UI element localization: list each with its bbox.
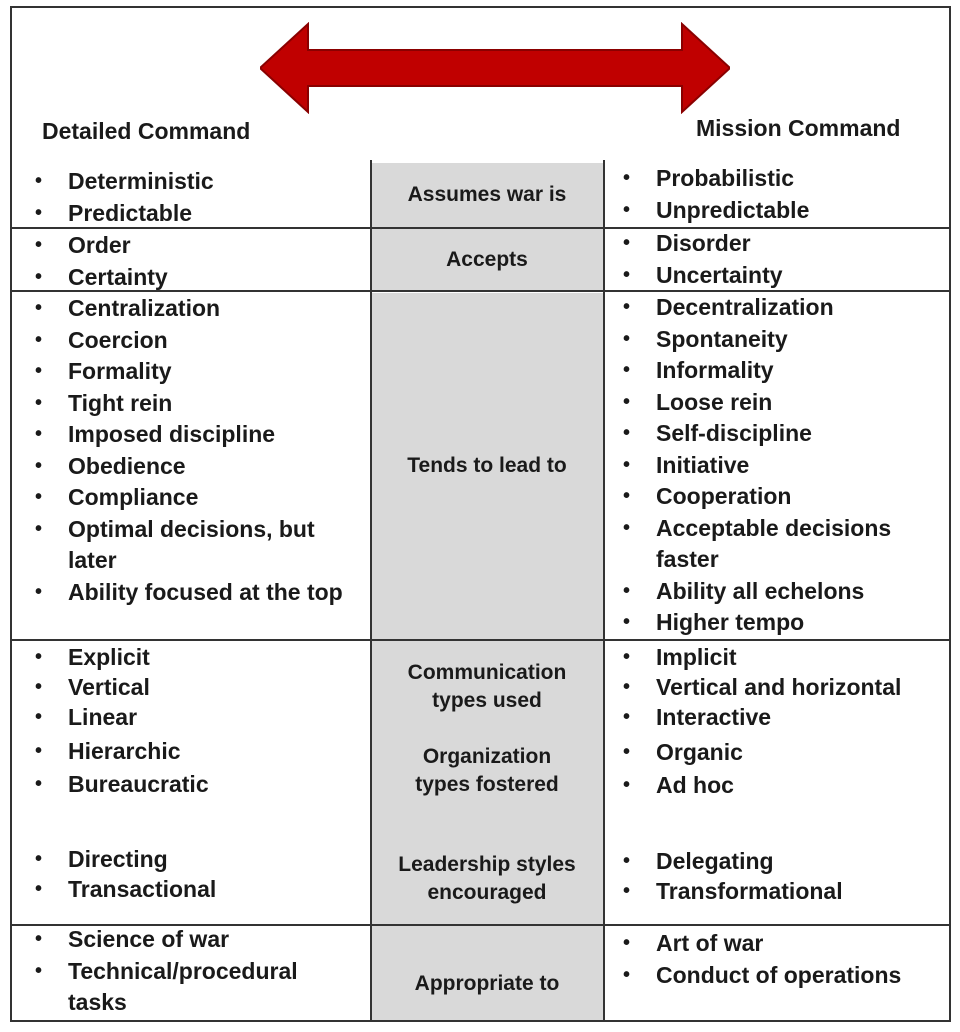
- row-label-assumes: [371, 163, 603, 227]
- mission-command-title: Mission Command: [696, 115, 901, 141]
- list-item: • Unpredictable: [618, 195, 948, 227]
- list-item: • Predictable: [30, 198, 360, 230]
- row-label-text: Assumes war is: [407, 183, 567, 206]
- list-item: • Interactive: [618, 702, 948, 732]
- list-item: • Directing: [30, 844, 360, 874]
- list-item: • Transformational: [618, 876, 948, 906]
- list-item: • Cooperation: [618, 481, 948, 513]
- row-label-accepts: [371, 229, 603, 291]
- row-label-text: Tends to lead to: [407, 454, 567, 477]
- list-item: • Formality: [30, 356, 360, 388]
- list-item: • Decentralization: [618, 292, 948, 324]
- list-item: • Delegating: [618, 846, 948, 876]
- list-item: • Centralization: [30, 293, 360, 325]
- double-arrow-icon: [260, 22, 730, 114]
- list-item: • Conduct of operations: [618, 960, 948, 992]
- list-item: • Linear: [30, 702, 360, 732]
- list-item: • Organic: [618, 737, 948, 767]
- row-label-leadership: Leadership styles encouraged: [398, 853, 576, 904]
- list-right-communication: [618, 642, 948, 906]
- list-item: • Coercion: [30, 325, 360, 357]
- list-item: • Technical/procedural tasks: [30, 956, 358, 1019]
- list-item: • Disorder: [618, 228, 948, 260]
- list-left-communication: [30, 642, 360, 904]
- list-item: • Implicit: [618, 642, 948, 672]
- list-item: • Tight rein: [30, 388, 360, 420]
- list-item: • Deterministic: [30, 166, 360, 198]
- list-item: • Art of war: [618, 928, 948, 960]
- row-label-tends: [371, 293, 603, 639]
- list-item: • Optimal decisions, but later: [30, 514, 360, 577]
- row-label-organization: Organization types fostered: [415, 745, 559, 796]
- list-item: • Vertical and horizontal: [618, 672, 948, 702]
- list-left-tends: [30, 293, 360, 608]
- list-item: • Vertical: [30, 672, 360, 702]
- list-right-accepts: [618, 228, 948, 291]
- list-item: • Ad hoc: [618, 770, 948, 800]
- list-item: • Bureaucratic: [30, 769, 360, 799]
- row-label-text: Accepts: [446, 248, 528, 271]
- list-right-tends: [618, 292, 948, 639]
- list-item: • Science of war: [30, 924, 360, 956]
- row-label-communication: Communication types used: [407, 661, 567, 712]
- row-label-text: Appropriate to: [414, 972, 560, 995]
- list-item: • Informality: [618, 355, 948, 387]
- list-item: • Order: [30, 230, 360, 262]
- list-item: • Initiative: [618, 450, 948, 482]
- list-item: • Obedience: [30, 451, 360, 483]
- list-item: • Probabilistic: [618, 163, 948, 195]
- list-right-appropriate: [618, 928, 948, 991]
- list-right-assumes: [618, 163, 948, 226]
- list-item: • Ability focused at the top: [30, 577, 360, 609]
- list-left-assumes: [30, 166, 360, 229]
- list-item: • Imposed discipline: [30, 419, 360, 451]
- list-item: • Self-discipline: [618, 418, 948, 450]
- list-item: • Explicit: [30, 642, 360, 672]
- list-item: • Transactional: [30, 874, 360, 904]
- list-left-accepts: [30, 230, 360, 293]
- list-item: • Spontaneity: [618, 324, 948, 356]
- list-item: • Loose rein: [618, 387, 948, 419]
- detailed-command-title: Detailed Command: [42, 118, 251, 144]
- list-item: • Hierarchic: [30, 736, 360, 766]
- list-item: • Ability all echelons: [618, 576, 948, 608]
- list-item: • Acceptable decisions faster: [618, 513, 948, 576]
- row-label-stack: [371, 641, 603, 924]
- row-divider: [10, 639, 951, 641]
- list-item: • Uncertainty: [618, 260, 948, 292]
- row-label-appropriate: [371, 926, 603, 1020]
- list-item: • Higher tempo: [618, 607, 948, 639]
- list-left-appropriate: [30, 924, 360, 1019]
- list-item: • Compliance: [30, 482, 360, 514]
- list-item: • Certainty: [30, 262, 360, 294]
